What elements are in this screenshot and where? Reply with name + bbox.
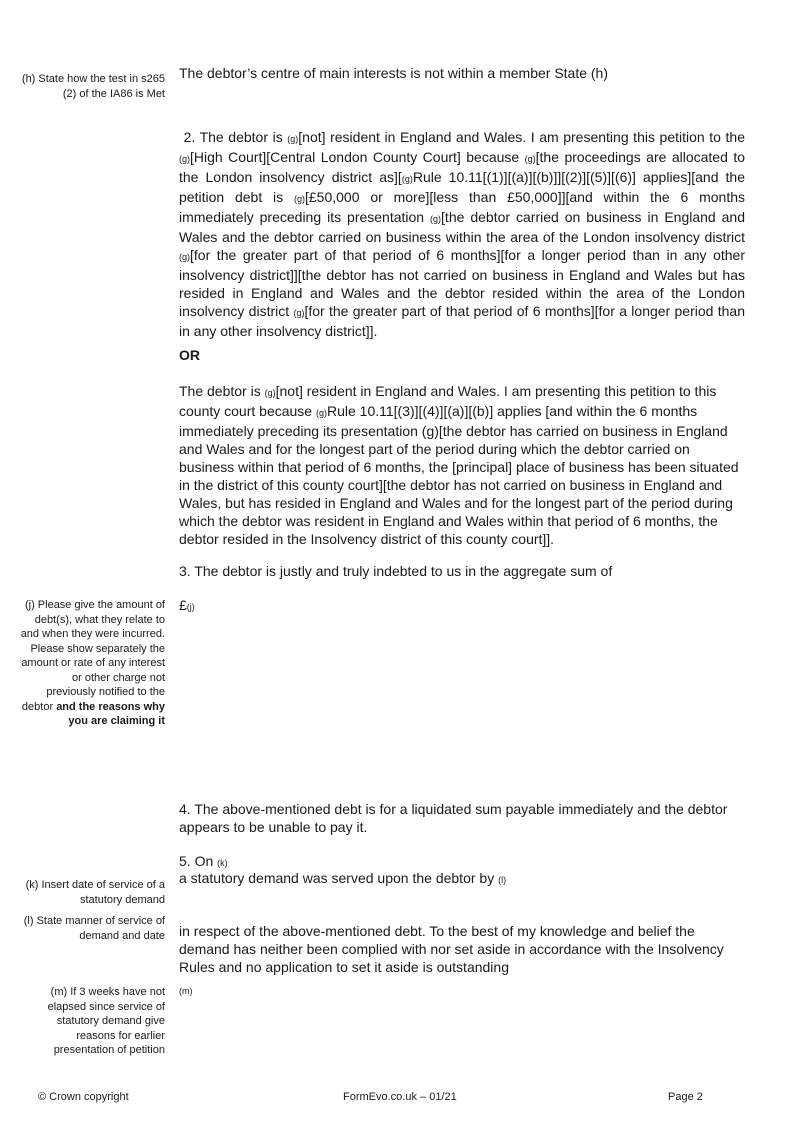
note-l: (l) State manner of service of demand and date	[23, 915, 165, 942]
paragraph-2: 2. The debtor is (g)[not] resident in England and Wales. I am presenting this petition to the (g)[High Court][Central London County Court] because (g)[the proceedings are allocated to the London insolvency district as][(g)Rule 10.11[(1)][(a)][(b)]][(2)][(5)][(6)] applies][and the petition debt is (g)[£50,000 or more][less than £50,000]][and within the 6 months immediately preceding its presentation (g)[the debtor carried on business in England and Wales and the debtor carried on business within the area of the London insolvency district (g)[for the greater part of that period of 6 months][for a longer period than in any other insolvency district]][the debtor has not carried on business in England and Wales but has resided in England and Wales and the debtor resided within the area of the London insolvency district (g)[for the greater part of that period of 6 months][for a longer period than in any other insolvency district]].	[179, 129, 746, 339]
note-j	[20, 598, 165, 729]
footer-copyright: © Crown copyright	[38, 1091, 129, 1103]
note-j-bold: and the reasons why you are claiming it	[56, 700, 165, 727]
paragraph-4: 4. The above-mentioned debt is for a liquidated sum payable immediately and the debtor appears to be unable to pay it.	[179, 801, 728, 835]
note-j-text: (j) Please give the amount of debt(s), what they relate to and when they were incurred. Please show separately the amount or rate of any interest or other charge not previously notified to the debtor	[20, 599, 165, 713]
note-m: (m) If 3 weeks have not elapsed since service of statutory demand give reasons for earlier presentation of petition	[47, 986, 165, 1056]
paragraph-3: 3. The debtor is justly and truly indebted to us in the aggregate sum of	[179, 563, 613, 579]
m-ref: (m)	[179, 986, 193, 996]
centre-of-interests-text: The debtor’s centre of main interests is not within a member State (h)	[179, 65, 609, 81]
j-ref: (j)	[186, 602, 195, 612]
pound-sign: £	[179, 597, 187, 613]
paragraph-5-respect: in respect of the above-mentioned debt. To the best of my knowledge and belief the demand has neither been complied with nor set aside in accordance with the Insolvency Rules and no application to set it aside is outstanding	[179, 923, 724, 975]
note-h: (h) State how the test in s265 (2) of the IA86 is Met	[21, 73, 165, 100]
paragraph-5-on[interactable]: 5. On (k)	[179, 853, 228, 869]
note-k: (k) Insert date of service of a statutory demand	[25, 879, 165, 906]
footer-page-number: Page 2	[668, 1091, 703, 1103]
or-heading: OR	[179, 347, 200, 363]
paragraph-5-served[interactable]: a statutory demand was served upon the debtor by (l)	[179, 870, 507, 886]
debt-amount-field[interactable]	[179, 596, 745, 616]
footer-source: FormEvo.co.uk – 01/21	[343, 1091, 457, 1103]
m-ref-field[interactable]	[179, 980, 745, 1000]
paragraph-or: The debtor is (g)[not] resident in England and Wales. I am presenting this petition to this county court because (g)Rule 10.11[(3)][(4)][(a)][(b)] applies [and within the 6 months immediately preceding its presentation (g)[the debtor has carried on business in England and Wales and for the longest part of the period during which the debtor carried on business within that period of 6 months, the [principal] place of business has been situated in the district of this county court][the debtor has not carried on business in England and Wales, but has resided in England and Wales and for the longest part of the period during which the debtor was resident in England and Wales within that period of 6 months, the debtor resided in the Insolvency district of this county court]].	[179, 383, 739, 547]
